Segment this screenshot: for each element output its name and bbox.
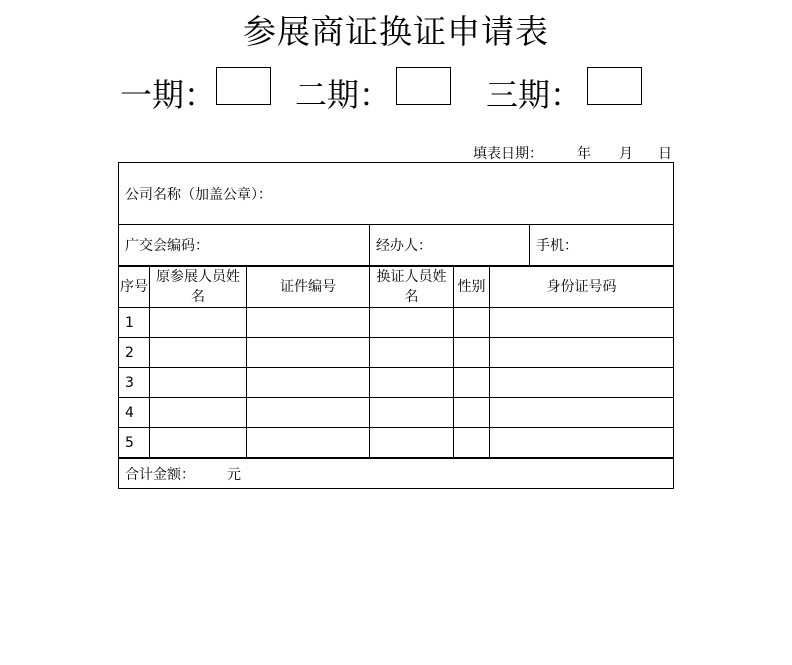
orig-name-cell[interactable]	[150, 338, 247, 368]
cert-no-cell[interactable]	[247, 338, 370, 368]
period-2-label: 二期：	[295, 76, 392, 114]
gender-cell[interactable]	[454, 428, 490, 459]
row-number: 4	[119, 398, 150, 428]
header-new-name: 换证人员姓名	[370, 266, 454, 308]
orig-name-cell[interactable]	[150, 428, 247, 459]
id-no-cell[interactable]	[490, 428, 674, 459]
phone-field[interactable]: 手机：	[530, 225, 674, 267]
period-2-box[interactable]	[396, 67, 451, 105]
table-row	[119, 368, 674, 398]
new-name-cell[interactable]	[370, 368, 454, 398]
orig-name-cell[interactable]	[150, 398, 247, 428]
gender-cell[interactable]	[454, 368, 490, 398]
month-label: 月	[619, 146, 633, 162]
new-name-cell[interactable]	[370, 308, 454, 338]
id-no-cell[interactable]	[490, 338, 674, 368]
new-name-cell[interactable]	[370, 428, 454, 459]
cert-no-cell[interactable]	[247, 398, 370, 428]
header-cert-no: 证件编号	[247, 266, 370, 308]
table-row	[119, 308, 674, 338]
table-row	[119, 398, 674, 428]
orig-name-cell[interactable]	[150, 368, 247, 398]
id-no-cell[interactable]	[490, 308, 674, 338]
gender-cell[interactable]	[454, 308, 490, 338]
orig-name-cell[interactable]	[150, 308, 247, 338]
header-gender: 性别	[454, 266, 490, 308]
table-row	[119, 428, 674, 459]
header-id-no: 身份证号码	[490, 266, 674, 308]
row-number: 3	[119, 368, 150, 398]
total-amount-field[interactable]	[119, 458, 674, 489]
handler-field[interactable]: 经办人：	[370, 225, 530, 267]
table-row	[119, 338, 674, 368]
period-1-label: 一期：	[120, 76, 217, 114]
id-no-cell[interactable]	[490, 368, 674, 398]
header-orig-name: 原参展人员姓名	[150, 266, 247, 308]
fair-code-field[interactable]: 广交会编码：	[119, 225, 370, 267]
cert-no-cell[interactable]	[247, 368, 370, 398]
header-seq: 序号	[119, 266, 150, 308]
row-number: 2	[119, 338, 150, 368]
application-table	[118, 162, 674, 489]
gender-cell[interactable]	[454, 338, 490, 368]
row-number: 5	[119, 428, 150, 459]
form-title: 参展商证换证申请表	[243, 12, 549, 51]
gender-cell[interactable]	[454, 398, 490, 428]
row-number: 1	[119, 308, 150, 338]
period-3-label: 三期：	[486, 76, 583, 114]
fill-date-label: 填表日期：	[473, 146, 543, 162]
period-1-box[interactable]	[216, 67, 271, 105]
new-name-cell[interactable]	[370, 338, 454, 368]
total-amount-unit: 元	[227, 466, 241, 483]
period-3-box[interactable]	[587, 67, 642, 105]
id-no-cell[interactable]	[490, 398, 674, 428]
total-amount-label: 合计金额：	[125, 466, 195, 483]
cert-no-cell[interactable]	[247, 428, 370, 459]
year-label: 年	[577, 146, 591, 162]
company-name-field[interactable]: 公司名称（加盖公章）：	[119, 163, 674, 225]
day-label: 日	[658, 146, 672, 162]
cert-no-cell[interactable]	[247, 308, 370, 338]
new-name-cell[interactable]	[370, 398, 454, 428]
